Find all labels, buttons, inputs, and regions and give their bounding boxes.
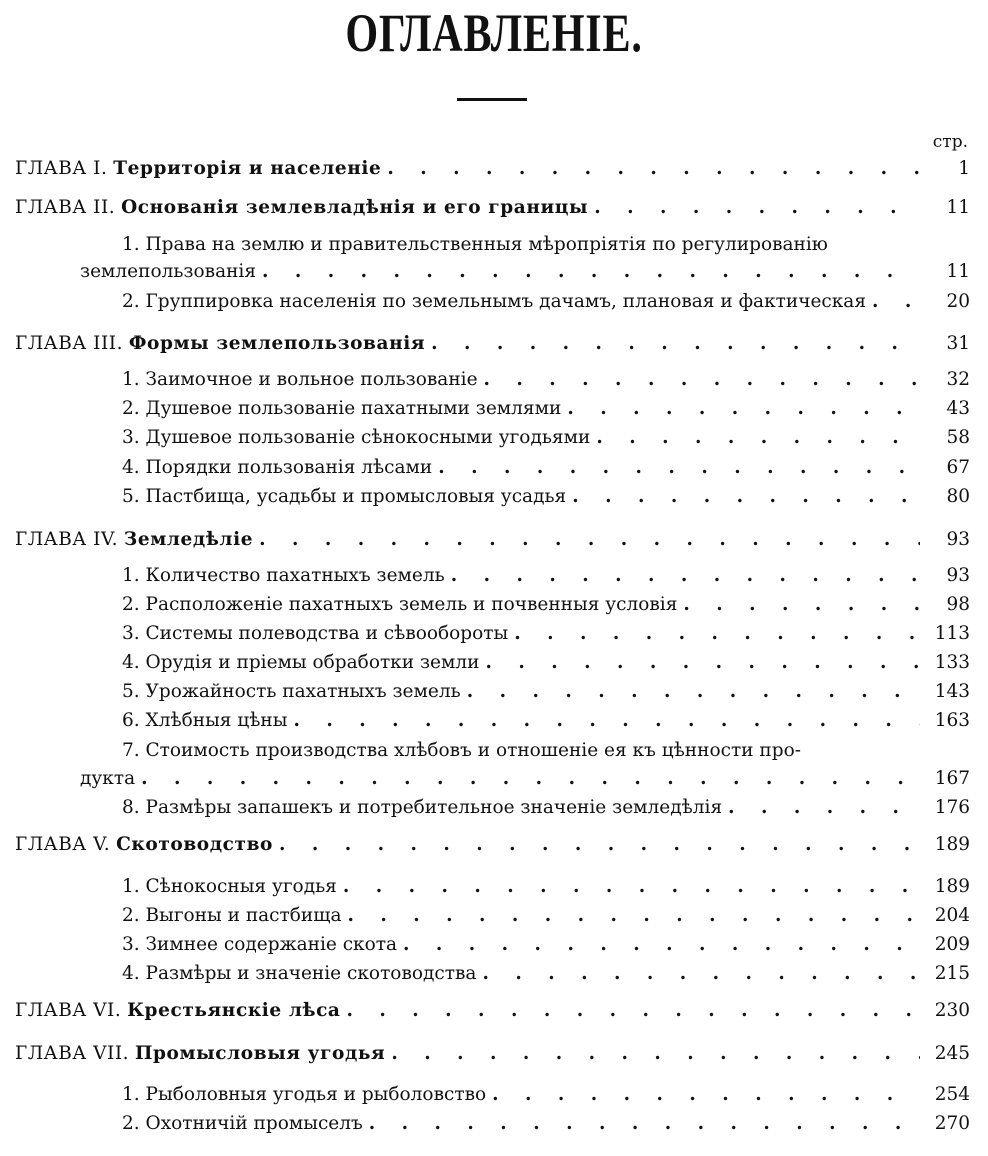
toc-chapter-5[interactable] <box>0 834 988 860</box>
dot-leader <box>451 565 920 586</box>
chapter-title: Скотоводство <box>116 834 273 855</box>
toc-section[interactable] <box>0 623 988 649</box>
page-number: 93 <box>946 529 970 550</box>
title-rule <box>457 98 527 101</box>
dot-leader <box>279 834 920 855</box>
toc-section-line[interactable]: 7. Стоимость производства хлѣбовъ и отношеніе ея къ цѣнности про- <box>122 740 801 761</box>
page-number: 230 <box>934 1000 970 1021</box>
section-title: землепользованія <box>80 261 257 282</box>
section-title: 1. Сѣнокосныя угодья <box>122 876 337 897</box>
toc-section[interactable] <box>0 291 988 317</box>
section-title: 1. Рыболовныя угодья и рыболовство <box>122 1084 487 1105</box>
dot-leader <box>431 333 920 354</box>
page-column-label: стр. <box>932 132 968 152</box>
dot-leader <box>514 623 920 644</box>
dot-leader <box>141 768 920 789</box>
chapter-title: Земледѣліе <box>123 529 254 550</box>
toc-section[interactable] <box>0 876 988 902</box>
page-number: 143 <box>934 681 970 702</box>
toc-section[interactable] <box>0 1084 988 1110</box>
page-number: 245 <box>934 1043 970 1064</box>
dot-leader <box>596 427 920 448</box>
toc-chapter-6[interactable] <box>0 1000 988 1026</box>
toc-section[interactable] <box>0 963 988 989</box>
page-title: ОГЛАВЛЕНІЕ. <box>345 3 643 63</box>
chapter-label: ГЛАВА III. <box>15 333 123 354</box>
dot-leader <box>343 876 920 897</box>
section-title: 1. Количество пахатныхъ земель <box>122 565 445 586</box>
chapter-title: Основанія землевладѣнія и его границы <box>121 197 589 218</box>
page-number: 58 <box>946 427 970 448</box>
dot-leader <box>262 261 920 282</box>
dot-leader <box>484 369 920 390</box>
section-title: 2. Душевое пользованіе пахатными землями <box>122 398 562 419</box>
chapter-title: Территорія и населеніе <box>113 158 382 179</box>
page-number: 1 <box>958 158 970 179</box>
page-number: 93 <box>946 565 970 586</box>
dot-leader <box>594 197 920 218</box>
toc-chapter-2[interactable] <box>0 197 988 223</box>
dot-leader <box>485 652 920 673</box>
dot-leader <box>467 681 920 702</box>
page-number: 113 <box>934 623 970 644</box>
dot-leader <box>259 529 920 550</box>
section-title: 3. Душевое пользованіе сѣнокосными угодьями <box>122 427 591 448</box>
toc-section[interactable] <box>0 565 988 591</box>
page-number: 20 <box>946 291 970 312</box>
chapter-title: Промысловыя угодья <box>134 1043 386 1064</box>
page-number: 254 <box>934 1084 970 1105</box>
section-title: 2. Группировка населенія по земельнымъ дачамъ, плановая и фактическая <box>122 291 867 312</box>
page-number: 32 <box>946 369 970 390</box>
chapter-label: ГЛАВА IV. <box>15 529 118 550</box>
page-number: 43 <box>946 398 970 419</box>
chapter-label: ГЛАВА VI. <box>15 1000 122 1021</box>
section-title: 6. Хлѣбныя цѣны <box>122 710 288 731</box>
chapter-label: ГЛАВА V. <box>15 834 111 855</box>
dot-leader <box>567 398 920 419</box>
section-title: 3. Зимнее содержаніе скота <box>122 934 398 955</box>
section-title: 8. Размѣры запашекъ и потребительное значеніе земледѣлія <box>122 797 723 818</box>
page-number: 189 <box>934 876 970 897</box>
dot-leader <box>872 291 920 312</box>
toc-section[interactable] <box>0 934 988 960</box>
toc-section[interactable] <box>0 681 988 707</box>
page-number: 11 <box>946 261 970 282</box>
page-number: 209 <box>934 934 970 955</box>
section-title: 2. Охотничій промыселъ <box>122 1113 363 1134</box>
dot-leader <box>492 1084 920 1105</box>
toc-section[interactable] <box>0 710 988 736</box>
toc-chapter-3[interactable] <box>0 333 988 359</box>
page-number: 215 <box>934 963 970 984</box>
toc-section[interactable] <box>0 594 988 620</box>
section-title: 4. Орудія и пріемы обработки земли <box>122 652 480 673</box>
toc-section[interactable] <box>0 905 988 931</box>
dot-leader <box>683 594 920 615</box>
chapter-label: ГЛАВА VII. <box>15 1043 130 1064</box>
section-title: 3. Системы полеводства и сѣвообороты <box>122 623 509 644</box>
dot-leader <box>403 934 920 955</box>
toc-section[interactable] <box>0 1113 988 1139</box>
toc-section[interactable] <box>0 768 988 794</box>
toc-section[interactable] <box>0 486 988 512</box>
toc-section[interactable] <box>0 652 988 678</box>
page-number: 167 <box>934 768 970 789</box>
section-title: 2. Выгоны и пастбища <box>122 905 342 926</box>
page-number: 204 <box>934 905 970 926</box>
section-title: 4. Порядки пользованія лѣсами <box>122 457 433 478</box>
section-title: 2. Расположеніе пахатныхъ земель и почвенныя условія <box>122 594 678 615</box>
page-number: 80 <box>946 486 970 507</box>
page-number: 31 <box>946 333 970 354</box>
toc-section[interactable] <box>0 457 988 483</box>
dot-leader <box>387 158 920 179</box>
page-number: 270 <box>934 1113 970 1134</box>
section-title: 5. Урожайность пахатныхъ земель <box>122 681 461 702</box>
dot-leader <box>347 905 920 926</box>
toc-section[interactable] <box>0 398 988 424</box>
dot-leader <box>347 1000 920 1021</box>
chapter-label: ГЛАВА I. <box>15 158 108 179</box>
section-title: 4. Размѣры и значеніе скотоводства <box>122 963 477 984</box>
toc-section[interactable] <box>0 369 988 395</box>
chapter-title: Крестьянскіе лѣса <box>127 1000 341 1021</box>
dot-leader <box>369 1113 920 1134</box>
toc-section[interactable] <box>0 261 988 287</box>
toc-chapter-1[interactable] <box>0 158 988 184</box>
page-number: 133 <box>934 652 970 673</box>
section-title: 5. Пастбища, усадьбы и промысловыя усадья <box>122 486 567 507</box>
toc-section[interactable] <box>0 427 988 453</box>
dot-leader <box>728 797 920 818</box>
page-number: 11 <box>946 197 970 218</box>
section-title: дукта <box>80 768 136 789</box>
toc-section[interactable] <box>0 797 988 823</box>
toc-section-line[interactable]: 1. Права на землю и правительственныя мѣропріятія по регулированію <box>122 234 828 255</box>
page-number: 163 <box>934 710 970 731</box>
dot-leader <box>482 963 920 984</box>
section-title: 1. Заимочное и вольное пользованіе <box>122 369 478 390</box>
toc-chapter-7[interactable] <box>0 1043 988 1069</box>
dot-leader <box>391 1043 920 1064</box>
chapter-title: Формы землепользованія <box>128 333 426 354</box>
page-number: 67 <box>946 457 970 478</box>
page-number: 189 <box>934 834 970 855</box>
dot-leader <box>572 486 920 507</box>
page-number: 176 <box>934 797 970 818</box>
toc-chapter-4[interactable] <box>0 529 988 555</box>
page-number: 98 <box>946 594 970 615</box>
chapter-label: ГЛАВА II. <box>15 197 116 218</box>
dot-leader <box>293 710 920 731</box>
dot-leader <box>438 457 920 478</box>
